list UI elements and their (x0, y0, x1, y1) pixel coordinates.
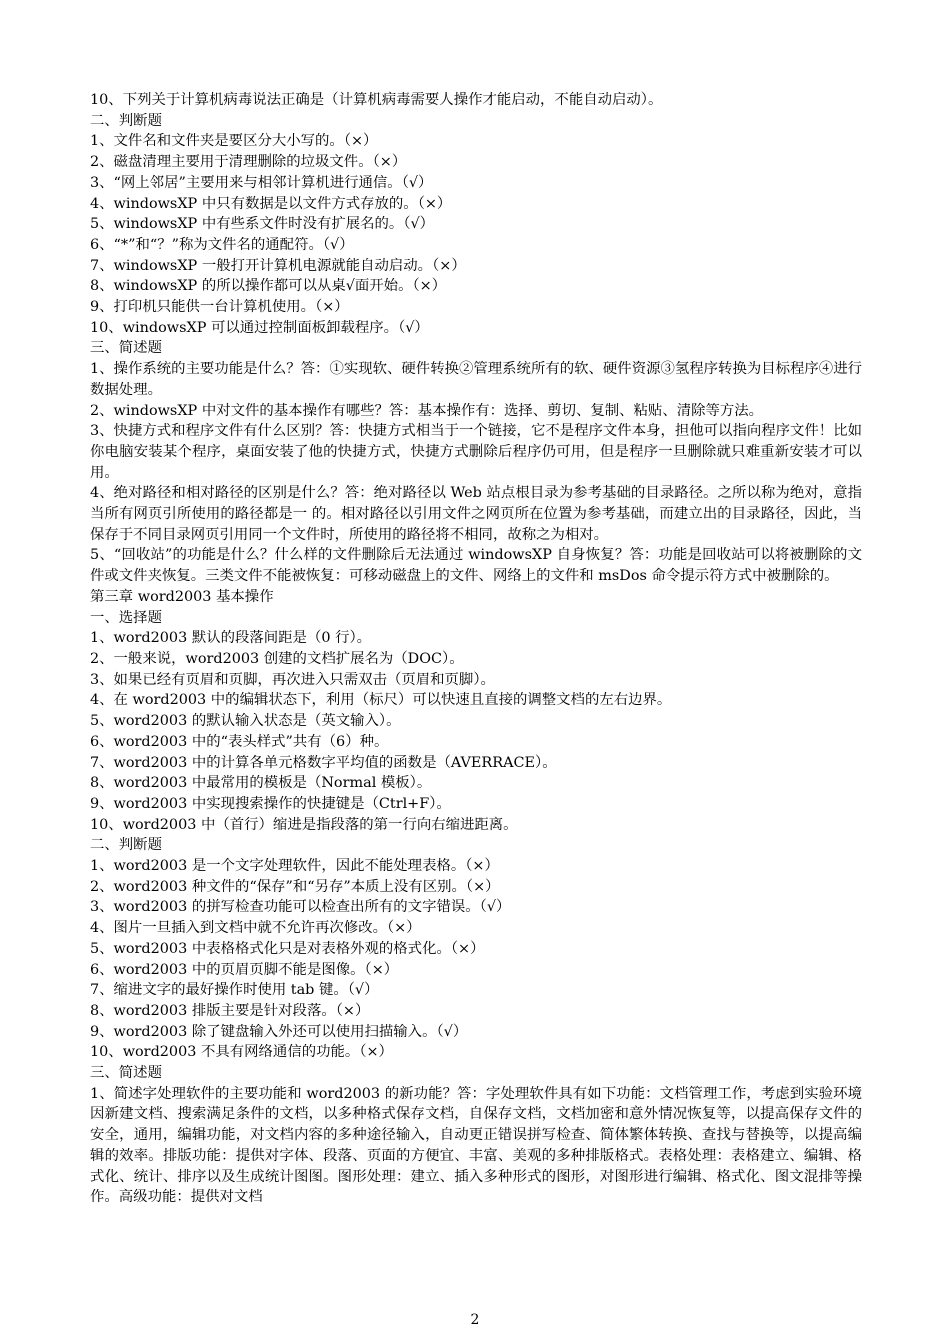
text-line: 2、一般来说，word2003 创建的文档扩展名为（DOC）。 (90, 650, 464, 667)
chapter-title: 第三章 word2003 基本操作 (90, 588, 274, 605)
answer-paragraph: 1、简述字处理软件的主要功能和 word2003 的新功能？答：字处理软件具有如下功能：文档管理工作，考虑到实验环境因新建文档、搜索满足条件的文档，以多种格式保存文档，自保存文档，文档加密和意外情况恢复等，以提高保存文件的安全，通用，编辑功能，对文档内容的多种途径输入，自动更正错误拼写检查、简体繁体转换、查找与替换等，以提高编辑的效率。排版功能：提供对字体、段落、页面的方便宜、丰富、美观的多种排版格式。表格处理：表格建立、编辑、格式化、统计、排序以及生成统计图图。图形处理：建立、插入多种形式的图形，对图形进行编辑、格式化、图文混排等操作。高级功能：提供对文档 (90, 1085, 862, 1206)
document-page (90, 90, 862, 1208)
text-line: 5、windowsXP 中有些系文件时没有扩展名的。（√） (90, 216, 435, 233)
text-line: 9、打印机只能供一台计算机使用。（×） (90, 299, 349, 316)
section-heading: 三、简述题 (90, 340, 162, 357)
text-line: 2、磁盘清理主要用于清理删除的垃圾文件。（×） (90, 154, 407, 171)
text-line: 7、word2003 中的计算各单元格数字平均值的函数是（AVERRACE）。 (90, 754, 557, 771)
answer-paragraph: 4、绝对路径和相对路径的区别是什么？答：绝对路径以 Web 站点根目录为参考基础的目录路径。之所以称为绝对，意指当所有网页引所使用的路径都是一 的。相对路径以引用文件之网页所在位置为参考基础，而建立出的目录路径，因此，当保存于不同目录网页引用同一个文件时，所使用的路径将不相同，故称之为相对。 (90, 485, 862, 543)
text-line: 8、windowsXP 的所以操作都可以从桌√面开始。（×） (90, 278, 447, 295)
text-line: 10、windowsXP 可以通过控制面板卸载程序。（√） (90, 319, 429, 336)
text-line: 9、word2003 除了键盘输入外还可以使用扫描输入。（√） (90, 1023, 468, 1040)
section-heading: 一、选择题 (90, 609, 162, 626)
section-heading: 二、判断题 (90, 112, 162, 129)
text-line: 5、word2003 的默认输入状态是（英文输入）。 (90, 713, 401, 730)
text-line: 7、windowsXP 一般打开计算机电源就能自动启动。（×） (90, 257, 466, 274)
text-line: 9、word2003 中实现搜索操作的快捷键是（Ctrl+F）。 (90, 795, 451, 812)
text-line: 6、word2003 中的页眉页脚不能是图像。（×） (90, 961, 399, 978)
text-line: 10、word2003 中（首行）缩进是指段落的第一行向右缩进距离。 (90, 816, 518, 833)
text-line: 5、word2003 中表格格式化只是对表格外观的格式化。（×） (90, 940, 485, 957)
text-line: 4、图片一旦插入到文档中就不允许再次修改。（×） (90, 920, 421, 937)
answer-paragraph: 3、快捷方式和程序文件有什么区别？答：快捷方式相当于一个链接，它不是程序文件本身，担他可以指向程序文件！比如你电脑安装某个程序，桌面安装了他的快捷方式，快捷方式删除后程序仍可用，但是程序一旦删除就只难重新安装才可以用。 (90, 423, 862, 481)
text-line: 2、word2003 种文件的“保存”和“另存”本质上没有区别。（×） (90, 878, 500, 895)
text-line: 4、在 word2003 中的编辑状态下，利用（标尺）可以快速且直接的调整文档的左右边界。 (90, 692, 672, 709)
text-line: 8、word2003 中最常用的模板是（Normal 模板）。 (90, 775, 432, 792)
text-line: 6、word2003 中的“表头样式”共有（6）种。 (90, 733, 389, 750)
text-line: 1、word2003 默认的段落间距是（0 行）。 (90, 630, 372, 647)
answer-paragraph: 1、操作系统的主要功能是什么？答：①实现软、硬件转换②管理系统所有的软、硬件资源③氢程序转换为目标程序④进行数据处理。 (90, 361, 862, 398)
text-line: 8、word2003 排版主要是针对段落。（×） (90, 1002, 370, 1019)
text-line: 3、“网上邻居”主要用来与相邻计算机进行通信。（√） (90, 174, 433, 191)
answer-paragraph: 2、windowsXP 中对文件的基本操作有哪些？答：基本操作有：选择、剪切、复制、粘贴、清除等方法。 (90, 402, 764, 419)
text-line: 1、文件名和文件夹是要区分大小写的。（×） (90, 133, 378, 150)
answer-paragraph: 5、“回收站”的功能是什么？什么样的文件删除后无法通过 windowsXP 自身恢复？答：功能是回收站可以将被删除的文件或文件夹恢复。三类文件不能被恢复：可移动磁盘上的文件、网络上的文件和 msDos 命令提示符方式中被删除的。 (90, 547, 862, 585)
text-line: 7、缩进文字的最好操作时使用 tab 键。（√） (90, 982, 379, 999)
text-line: 10、下列关于计算机病毒说法正确是（计算机病毒需要人操作才能启动，不能自动启动）。 (90, 92, 663, 108)
text-line: 4、windowsXP 中只有数据是以文件方式存放的。（×） (90, 195, 452, 212)
section-heading: 三、简述题 (90, 1065, 162, 1082)
text-line: 1、word2003 是一个文字处理软件，因此不能处理表格。（×） (90, 858, 499, 875)
page-number: 2 (470, 1312, 480, 1328)
text-line: 3、word2003 的拼写检查功能可以检查出所有的文字错误。（√） (90, 899, 511, 916)
text-line: 6、“*”和“？”称为文件名的通配符。（√） (90, 236, 354, 253)
section-heading: 二、判断题 (90, 837, 162, 854)
text-line: 10、word2003 不具有网络通信的功能。（×） (90, 1044, 393, 1061)
text-line: 3、如果已经有页眉和页脚，再次进入只需双击（页眉和页脚）。 (90, 671, 495, 688)
